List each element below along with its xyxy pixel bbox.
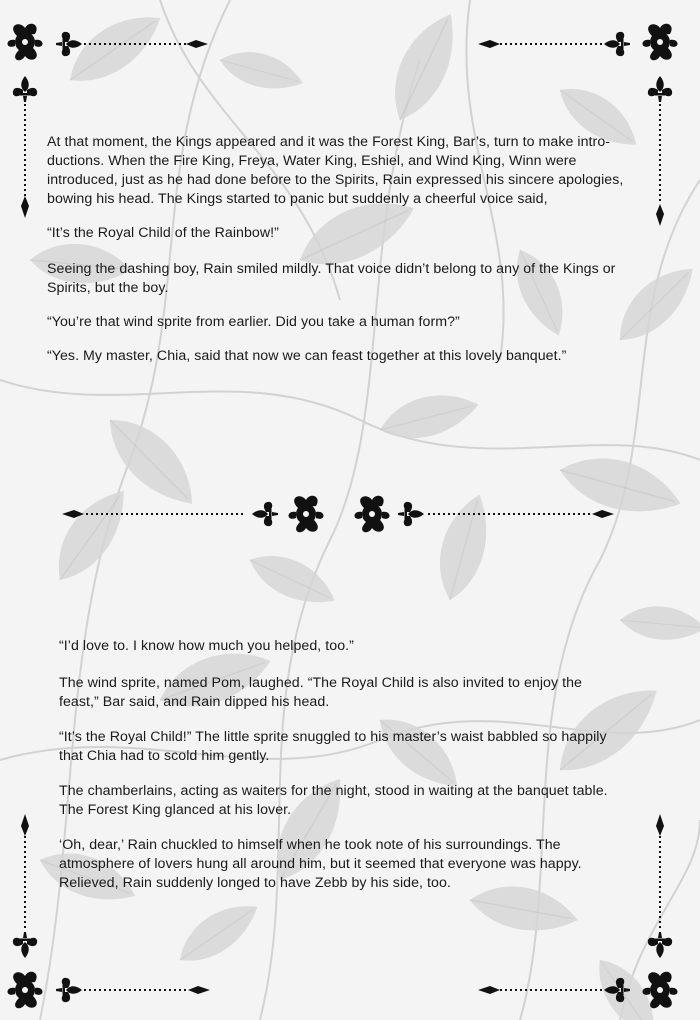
- paragraph: The wind sprite, named Pom, laughed. “The Royal Child is also invited to enjoy the feast,” Bar said, and Rain dipped his head.: [59, 675, 583, 710]
- paragraph: ‘Oh, dear,’ Rain chuckled to himself when he took note of his surroundings. The atmosphere of lovers hung all around him, but it seemed that everyone was happy. Relieved, Rain suddenly longed to have Zebb by his side, too.: [59, 837, 582, 891]
- paragraph: “It’s the Royal Child!” The little sprite snuggled to his master’s waist babbled so happily that Chia had to scold him gently.: [59, 729, 607, 764]
- paragraph: “It’s the Royal Child of the Rainbow!”: [47, 225, 279, 241]
- paragraph: “I’d love to. I know how much you helped, too.”: [59, 638, 354, 654]
- paragraph: At that moment, the Kings appeared and it was the Forest King, Bar’s, turn to make intro- ductions. When the Fire King, Freya, Water King, Eshiel, and Wind King, Winn were introduced, just as he had done before to the Spirits, Rain expressed his sincere apologies, bowing his head. The Kings started to panic but suddenly a cheerful voice said,: [47, 134, 624, 207]
- paragraph: Seeing the dashing boy, Rain smiled mildly. That voice didn’t belong to any of the Kings or Spirits, but the boy.: [47, 261, 616, 296]
- paragraph: “You’re that wind sprite from earlier. Did you take a human form?”: [47, 314, 460, 330]
- paragraph: “Yes. My master, Chia, said that now we can feast together at this lovely banquet.”: [47, 348, 567, 364]
- paragraph: The chamberlains, acting as waiters for the night, stood in waiting at the banquet table. The Forest King glanced at his lover.: [59, 783, 608, 818]
- section-divider: [62, 496, 614, 533]
